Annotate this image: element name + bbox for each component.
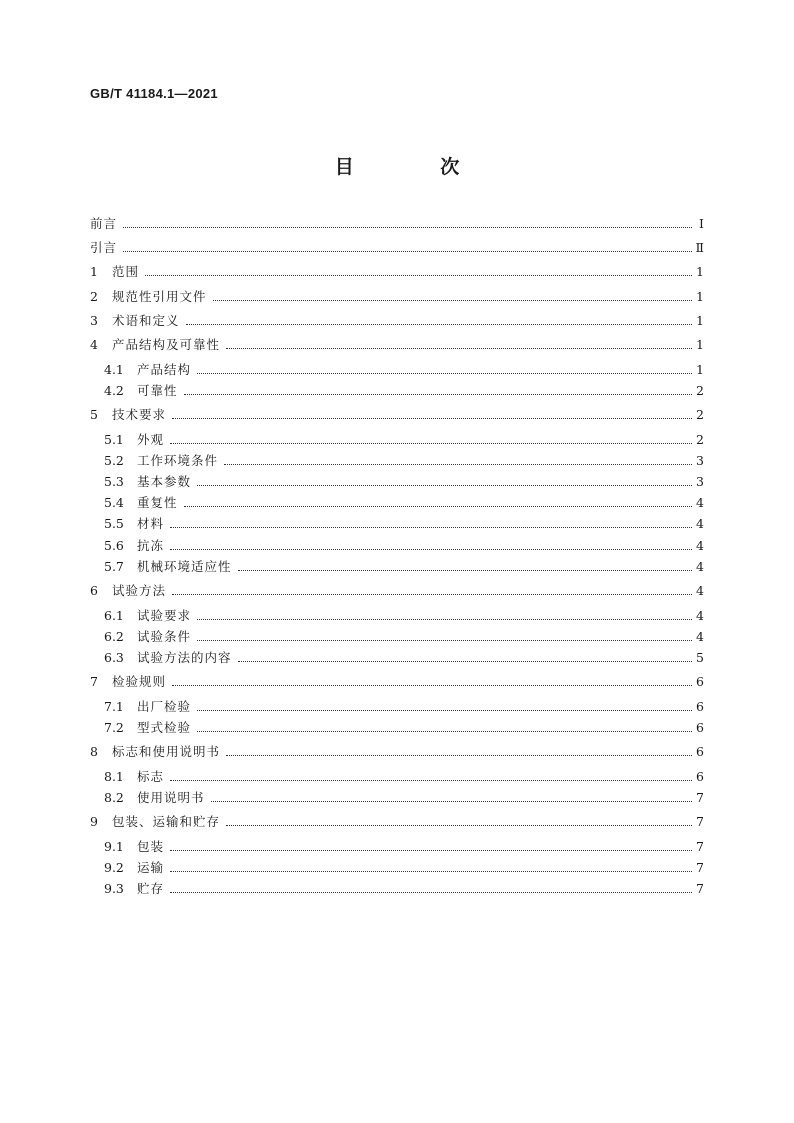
- toc-entry-number: 5: [90, 406, 98, 422]
- toc-entry-page: 6: [696, 744, 704, 759]
- toc-entry-number: 6: [90, 582, 98, 598]
- dot-leader: [172, 594, 692, 595]
- toc-entry[interactable]: [90, 453, 704, 469]
- dot-leader: [197, 731, 692, 732]
- toc-entry-page: 7: [696, 881, 704, 897]
- toc-entry[interactable]: [90, 790, 704, 806]
- toc-entry[interactable]: [90, 650, 704, 666]
- toc-entry-page: 7: [696, 838, 704, 854]
- toc-entry-label: 范围: [112, 264, 140, 280]
- toc-entry-page: 3: [696, 452, 704, 468]
- toc-entry[interactable]: [90, 313, 704, 329]
- toc-entry-label: 抗冻: [137, 537, 165, 553]
- standard-code: GB/T 41184.1—2021: [90, 86, 218, 101]
- dot-leader: [186, 324, 692, 325]
- toc-entry-number: 1: [90, 264, 98, 280]
- toc-entry-page: 7: [696, 859, 704, 875]
- toc-entry-number: 6.2: [104, 628, 124, 644]
- dot-leader: [197, 485, 692, 486]
- dot-leader: [238, 570, 692, 571]
- dot-leader: [226, 348, 692, 349]
- dot-leader: [170, 549, 692, 550]
- toc-entry-page: 7: [696, 789, 704, 805]
- toc-entry[interactable]: [90, 264, 704, 280]
- toc-entry[interactable]: [90, 699, 704, 715]
- toc-entry-number: 4: [90, 336, 98, 352]
- dot-leader: [123, 227, 692, 228]
- toc-entry-page: 1: [696, 288, 704, 304]
- toc-entry[interactable]: [90, 516, 704, 532]
- toc-entry-page: 4: [696, 607, 704, 623]
- toc-entry[interactable]: [90, 744, 704, 760]
- toc-entry-label: 使用说明书: [137, 789, 205, 805]
- dot-leader: [170, 527, 692, 528]
- toc-entry[interactable]: [90, 860, 704, 876]
- toc-entry-number: 9.3: [104, 881, 124, 897]
- toc-entry[interactable]: [90, 407, 704, 423]
- toc-entry-label: 包装: [137, 838, 165, 854]
- toc-entry-number: 7: [90, 674, 98, 690]
- dot-leader: [184, 506, 692, 507]
- dot-leader: [197, 373, 692, 374]
- toc-entry-label: 技术要求: [112, 406, 167, 422]
- toc-entry[interactable]: [90, 881, 704, 897]
- toc-entry-number: 4.1: [104, 361, 124, 377]
- dot-leader: [184, 394, 692, 395]
- toc-entry-label: 术语和定义: [112, 312, 180, 328]
- toc-entry-label: 贮存: [137, 881, 165, 897]
- table-of-contents: [90, 216, 704, 897]
- toc-entry-label: 标志和使用说明书: [112, 744, 221, 759]
- toc-entry-page: 6: [696, 768, 704, 784]
- toc-entry[interactable]: [90, 814, 704, 830]
- toc-entry-number: 4.2: [104, 382, 124, 398]
- toc-entry[interactable]: [90, 432, 704, 448]
- toc-entry-number: 8.1: [104, 768, 124, 784]
- toc-entry[interactable]: [90, 674, 704, 690]
- toc-entry-page: 5: [696, 650, 704, 666]
- toc-entry-page: Ⅰ: [699, 216, 704, 231]
- toc-entry[interactable]: [90, 216, 704, 232]
- dot-leader: [170, 892, 692, 893]
- toc-entry-page: 1: [696, 361, 704, 377]
- toc-entry-label: 机械环境适应性: [137, 558, 232, 574]
- dot-leader: [170, 871, 692, 872]
- toc-entry[interactable]: [90, 495, 704, 511]
- toc-entry-label: 重复性: [137, 495, 178, 511]
- toc-entry-number: 5.4: [104, 495, 124, 511]
- toc-entry-label: 产品结构及可靠性: [112, 336, 221, 352]
- toc-entry-number: 5.7: [104, 558, 124, 574]
- toc-entry[interactable]: [90, 839, 704, 855]
- toc-entry-page: 4: [696, 495, 704, 511]
- toc-entry-page: 4: [696, 558, 704, 574]
- toc-entry-page: 3: [696, 474, 704, 490]
- toc-entry-page: 6: [696, 698, 704, 714]
- toc-entry-number: 7.1: [104, 698, 124, 714]
- toc-entry-label: 可靠性: [137, 382, 178, 398]
- toc-entry-number: 5.5: [104, 516, 124, 532]
- toc-entry[interactable]: [90, 538, 704, 554]
- toc-entry[interactable]: [90, 559, 704, 575]
- toc-entry-label: 试验要求: [137, 607, 192, 623]
- toc-entry-page: 4: [696, 582, 704, 598]
- toc-entry-number: 9: [90, 813, 98, 829]
- dot-leader: [170, 780, 692, 781]
- dot-leader: [211, 801, 692, 802]
- toc-entry-label: 试验方法的内容: [137, 650, 232, 666]
- toc-entry-label: 试验条件: [137, 628, 192, 644]
- toc-entry-label: 试验方法: [112, 582, 167, 598]
- toc-entry[interactable]: [90, 769, 704, 785]
- dot-leader: [170, 443, 692, 444]
- toc-entry-label: 检验规则: [112, 674, 167, 690]
- dot-leader: [197, 640, 692, 641]
- toc-entry-number: 5.2: [104, 452, 124, 468]
- toc-entry-page: 6: [696, 674, 704, 690]
- toc-entry-number: 7.2: [104, 720, 124, 735]
- toc-entry-label: 外观: [137, 431, 165, 447]
- toc-entry[interactable]: [90, 720, 704, 736]
- toc-entry-number: 6.3: [104, 650, 124, 666]
- toc-entry-page: 1: [696, 312, 704, 328]
- toc-entry[interactable]: [90, 474, 704, 490]
- toc-entry-label: 材料: [137, 516, 165, 532]
- dot-leader: [238, 661, 692, 662]
- toc-entry-page: 2: [696, 382, 704, 398]
- dot-leader: [213, 300, 692, 301]
- toc-entry-number: 6.1: [104, 607, 124, 623]
- toc-entry-page: 7: [696, 813, 704, 829]
- toc-entry-page: 2: [696, 406, 704, 422]
- toc-entry-number: 8: [90, 744, 98, 759]
- toc-entry-label: 引言: [90, 240, 118, 256]
- toc-entry-page: 2: [696, 431, 704, 447]
- toc-entry-label: 运输: [137, 859, 165, 875]
- dot-leader: [197, 619, 692, 620]
- toc-entry[interactable]: [90, 383, 704, 399]
- toc-entry-number: 5.6: [104, 537, 124, 553]
- toc-entry-number: 9.1: [104, 838, 124, 854]
- toc-title: 目 次: [334, 156, 500, 178]
- toc-entry[interactable]: [90, 583, 704, 599]
- dot-leader: [226, 755, 692, 756]
- toc-entry-number: 3: [90, 312, 98, 328]
- toc-entry-number: 5.1: [104, 431, 124, 447]
- dot-leader: [224, 464, 692, 465]
- dot-leader: [170, 850, 692, 851]
- dot-leader: [172, 418, 692, 419]
- dot-leader: [172, 685, 692, 686]
- toc-entry-number: 2: [90, 288, 98, 304]
- toc-entry[interactable]: [90, 362, 704, 378]
- toc-entry-number: 9.2: [104, 859, 124, 875]
- toc-entry-label: 基本参数: [137, 474, 192, 490]
- toc-entry-label: 规范性引用文件: [112, 288, 207, 304]
- toc-entry-page: 4: [696, 516, 704, 532]
- toc-entry[interactable]: [90, 629, 704, 645]
- toc-entry-page: Ⅱ: [695, 240, 704, 256]
- dot-leader: [226, 825, 692, 826]
- toc-entry-page: 4: [696, 628, 704, 644]
- toc-entry[interactable]: [90, 608, 704, 624]
- dot-leader: [197, 710, 692, 711]
- toc-entry-page: 6: [696, 720, 704, 735]
- toc-entry-label: 标志: [137, 768, 165, 784]
- toc-entry-label: 型式检验: [137, 720, 192, 735]
- toc-entry-label: 包装、运输和贮存: [112, 813, 221, 829]
- toc-entry[interactable]: [90, 289, 704, 305]
- toc-entry-label: 出厂检验: [137, 698, 192, 714]
- toc-entry-number: 5.3: [104, 474, 124, 490]
- toc-entry-page: 1: [696, 336, 704, 352]
- toc-entry-page: 4: [696, 537, 704, 553]
- toc-entry[interactable]: [90, 337, 704, 353]
- dot-leader: [123, 251, 691, 252]
- toc-entry-page: 1: [696, 264, 704, 280]
- toc-entry-label: 工作环境条件: [137, 452, 219, 468]
- toc-entry[interactable]: [90, 240, 704, 256]
- toc-entry-label: 产品结构: [137, 361, 192, 377]
- toc-entry-label: 前言: [90, 216, 118, 231]
- dot-leader: [145, 275, 692, 276]
- toc-entry-number: 8.2: [104, 789, 124, 805]
